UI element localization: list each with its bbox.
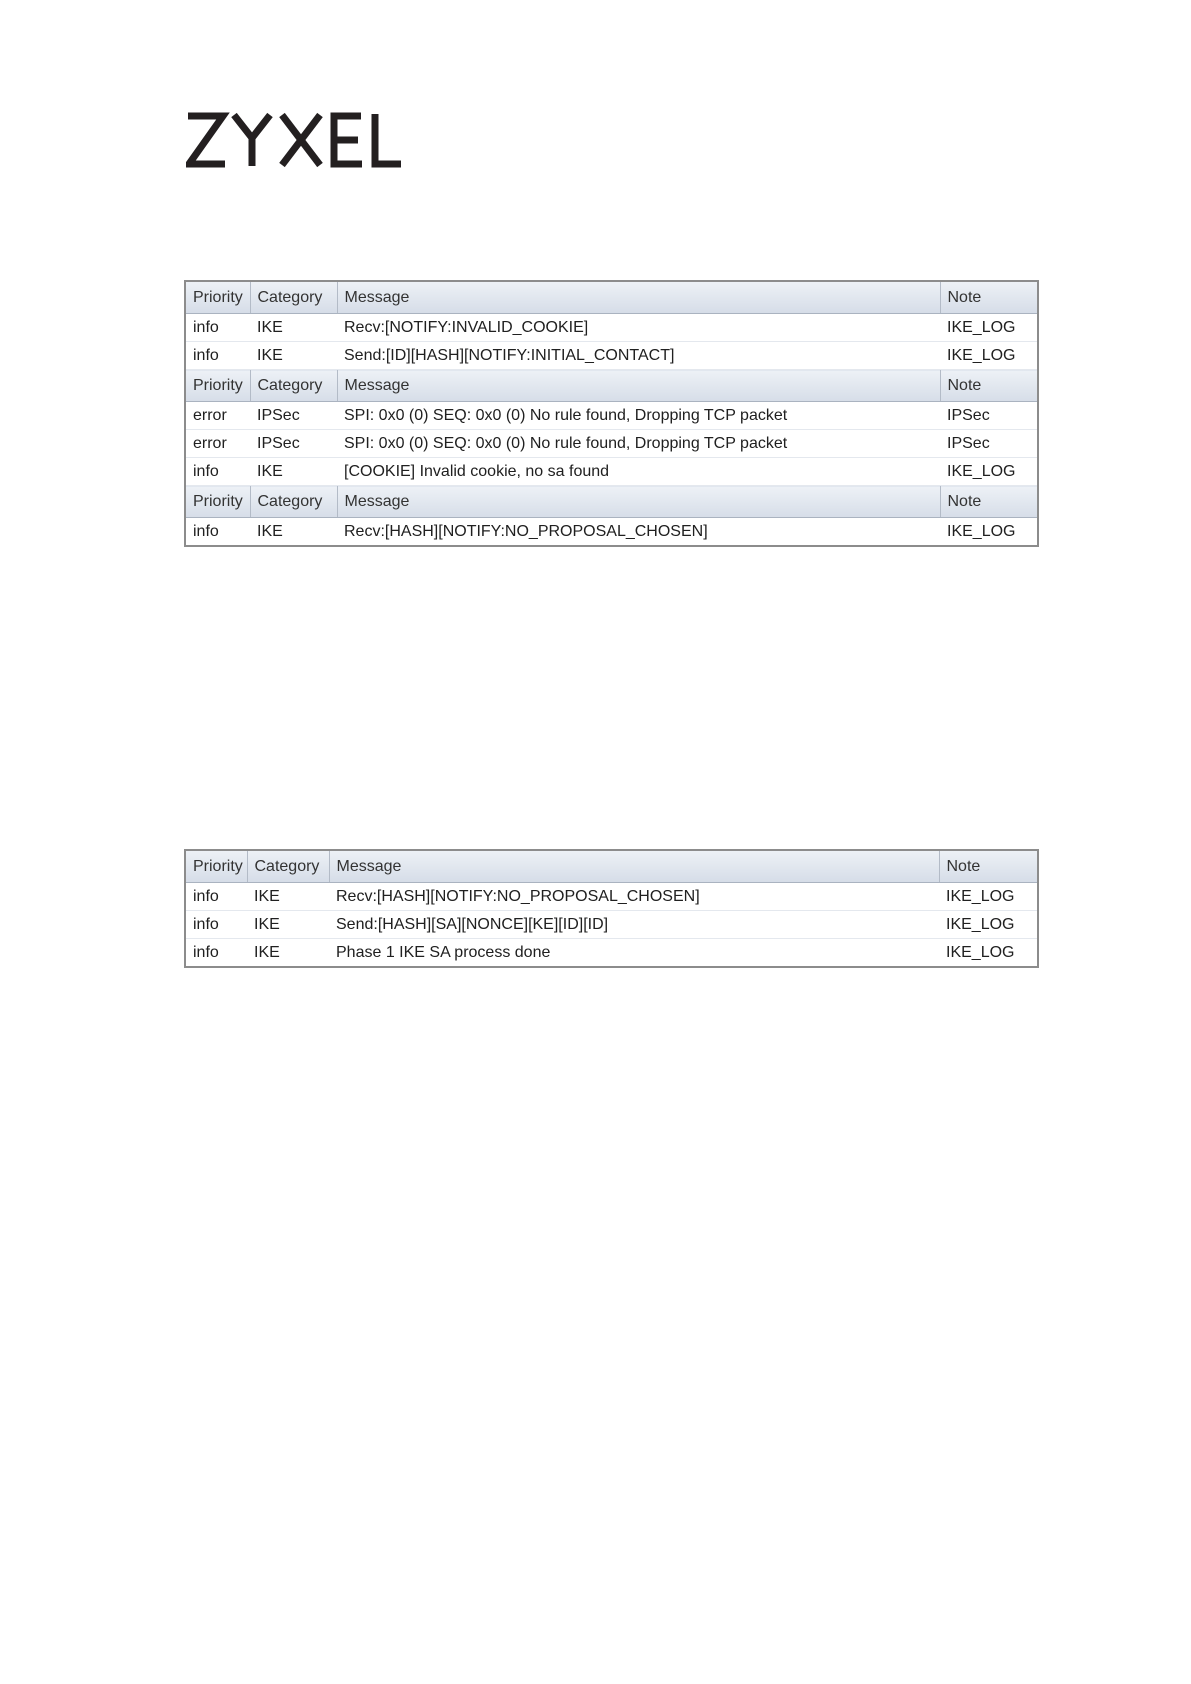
message-cell: Phase 1 IKE SA process done [329,939,939,968]
category-cell: IKE [247,883,329,911]
log-table-1 [184,280,1039,547]
priority-column-header[interactable]: Priority [185,486,250,518]
message-cell: Recv:[HASH][NOTIFY:NO_PROPOSAL_CHOSEN] [337,518,940,547]
note-cell: IKE_LOG [940,458,1038,486]
note-cell: IKE_LOG [939,883,1038,911]
note-cell: IKE_LOG [940,518,1038,547]
message-column-header[interactable]: Message [337,486,940,518]
priority-column-header[interactable]: Priority [185,850,247,883]
message-cell: SPI: 0x0 (0) SEQ: 0x0 (0) No rule found, Dropping TCP packet [337,402,940,430]
table-row[interactable] [185,430,1038,458]
category-column-header[interactable]: Category [250,281,337,314]
table-header [185,486,1038,518]
table-row[interactable] [185,342,1038,370]
message-column-header[interactable]: Message [337,281,940,314]
priority-column-header[interactable]: Priority [185,370,250,402]
message-cell: Recv:[HASH][NOTIFY:NO_PROPOSAL_CHOSEN] [329,883,939,911]
note-column-header[interactable]: Note [940,370,1038,402]
note-cell: IPSec [940,402,1038,430]
priority-cell: info [185,939,247,968]
category-cell: IKE [250,518,337,547]
message-cell: Send:[ID][HASH][NOTIFY:INITIAL_CONTACT] [337,342,940,370]
table-row[interactable] [185,518,1038,547]
category-cell: IPSec [250,402,337,430]
priority-cell: info [185,314,250,342]
note-cell: IKE_LOG [940,314,1038,342]
table-row[interactable] [185,911,1038,939]
table-row[interactable] [185,458,1038,486]
table-header [185,850,1038,883]
message-cell: [COOKIE] Invalid cookie, no sa found [337,458,940,486]
category-column-header[interactable]: Category [250,486,337,518]
table-header [185,370,1038,402]
priority-cell: info [185,883,247,911]
note-cell: IPSec [940,430,1038,458]
category-cell: IKE [247,911,329,939]
category-cell: IKE [250,314,337,342]
table-row[interactable] [185,939,1038,968]
category-column-header[interactable]: Category [250,370,337,402]
message-column-header[interactable]: Message [329,850,939,883]
table-row[interactable] [185,402,1038,430]
category-cell: IPSec [250,430,337,458]
table-row[interactable] [185,883,1038,911]
message-column-header[interactable]: Message [337,370,940,402]
message-cell: Send:[HASH][SA][NONCE][KE][ID][ID] [329,911,939,939]
table-header [185,281,1038,314]
table-row[interactable] [185,314,1038,342]
note-column-header[interactable]: Note [940,281,1038,314]
priority-cell: info [185,342,250,370]
note-column-header[interactable]: Note [939,850,1038,883]
category-column-header[interactable]: Category [247,850,329,883]
message-cell: SPI: 0x0 (0) SEQ: 0x0 (0) No rule found, Dropping TCP packet [337,430,940,458]
note-cell: IKE_LOG [939,939,1038,968]
note-cell: IKE_LOG [940,342,1038,370]
priority-cell: info [185,518,250,547]
category-cell: IKE [247,939,329,968]
category-cell: IKE [250,342,337,370]
note-column-header[interactable]: Note [940,486,1038,518]
category-cell: IKE [250,458,337,486]
priority-cell: error [185,430,250,458]
zyxel-logo [186,112,402,168]
priority-cell: info [185,458,250,486]
note-cell: IKE_LOG [939,911,1038,939]
priority-column-header[interactable]: Priority [185,281,250,314]
message-cell: Recv:[NOTIFY:INVALID_COOKIE] [337,314,940,342]
priority-cell: error [185,402,250,430]
priority-cell: info [185,911,247,939]
log-table-2 [184,849,1039,968]
